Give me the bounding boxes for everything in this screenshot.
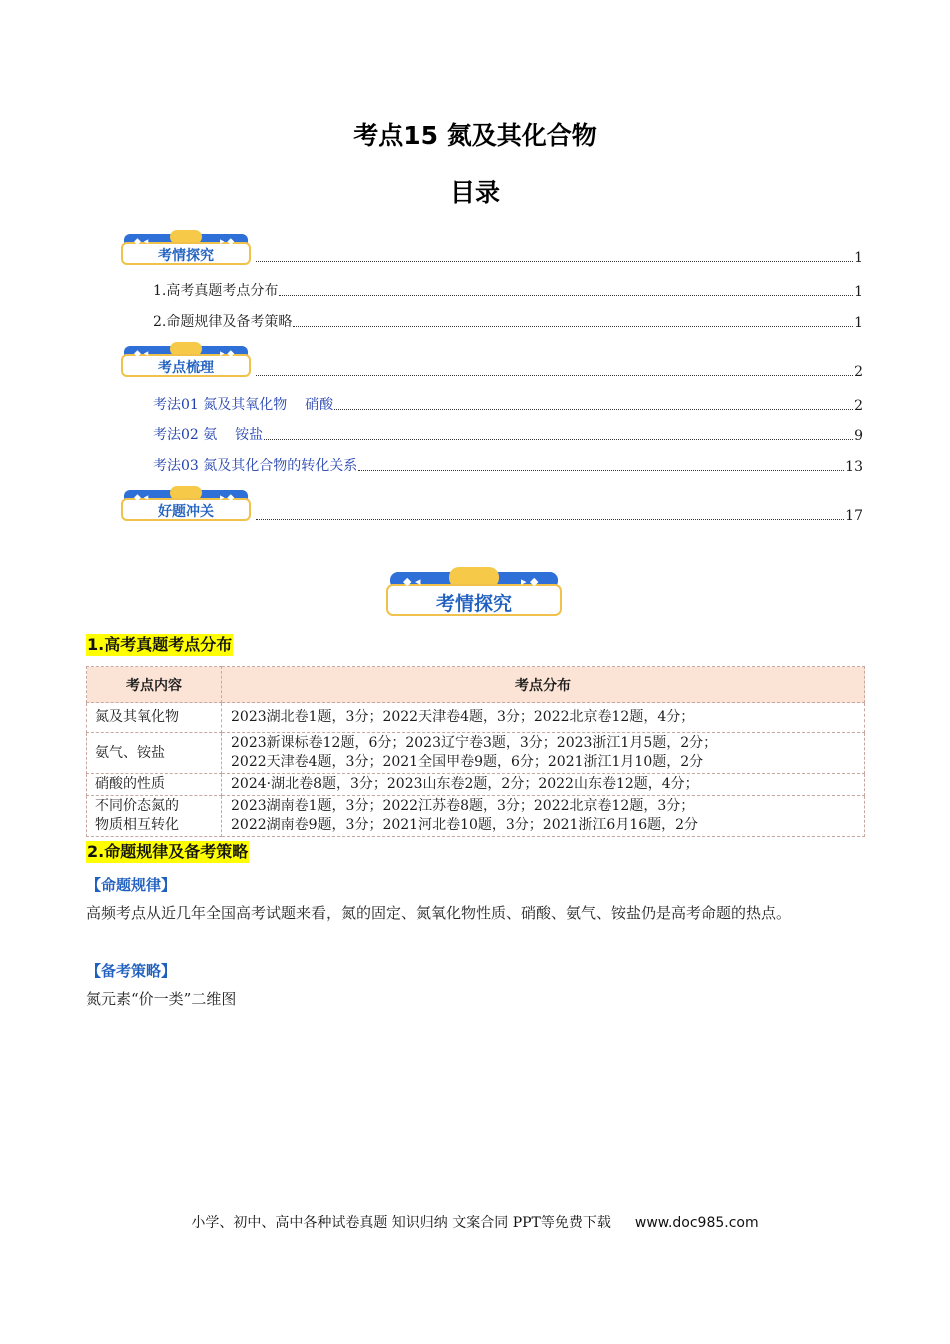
svg-text:◆ ◂: ◆ ◂ — [134, 493, 149, 503]
table-row — [87, 796, 865, 837]
table-header: 考点分布 — [222, 667, 865, 703]
table-row — [87, 703, 865, 733]
rule-paragraph: 高频考点从近几年全国高考试题来看，氮的固定、氮氧化物性质、硝酸、氨气、铵盐仍是高考命题的热点。 — [86, 904, 792, 922]
distribution-cell: 2023湖北卷1题，3分；2022天津卷4题，3分；2022北京卷12题，4分； — [222, 703, 865, 733]
badge-haoti — [120, 486, 252, 522]
strategy-heading: 【备考策略】 — [86, 962, 177, 980]
table-header: 考点内容 — [87, 667, 222, 703]
badge-label: 考情探究 — [158, 248, 214, 264]
table-row — [87, 774, 865, 796]
section-badge-kaoqing — [385, 567, 563, 617]
badge-label: 考情探究 — [435, 593, 512, 615]
topic-cell: 不同价态氮的 物质相互转化 — [87, 796, 222, 837]
toc-entry[interactable] — [255, 250, 863, 266]
badge-label: 好题冲关 — [158, 504, 214, 520]
toc-entry-text: 考法02 氨 铵盐 — [153, 427, 264, 443]
distribution-cell: 2023湖南卷1题，3分；2022江苏卷8题，3分；2022北京卷12题，3分； 2022湖南卷9题，3分；2021河北卷10题，3分；2021浙江6月16题，2分 — [222, 796, 865, 837]
topic-cell: 氨气、铵盐 — [87, 733, 222, 774]
table-row — [87, 733, 865, 774]
distribution-cell: 2024·湖北卷8题，3分；2023山东卷2题，2分；2022山东卷12题，4分； — [222, 774, 865, 796]
page-footer — [0, 1212, 950, 1232]
toc-page-number: 1 — [854, 250, 863, 266]
badge-label: 考点梳理 — [158, 360, 214, 376]
svg-text:▸ ◆: ▸ ◆ — [220, 493, 235, 503]
toc-heading: 目录 — [449, 178, 500, 207]
toc-entry-text: 2.命题规律及备考策略 — [153, 314, 293, 330]
toc-entry-text: 考法03 氮及其化合物的转化关系 — [153, 458, 358, 474]
svg-text:◆ ◂: ◆ ◂ — [403, 575, 421, 588]
footer-link[interactable]: www.doc985.com — [634, 1215, 759, 1231]
badge-kaodian — [120, 342, 252, 378]
toc-entry[interactable] — [153, 424, 863, 444]
toc-page-number: 13 — [845, 459, 863, 475]
svg-text:▸ ◆: ▸ ◆ — [220, 237, 235, 247]
toc-page-number: 1 — [854, 284, 863, 300]
svg-text:▸ ◆: ▸ ◆ — [220, 349, 235, 359]
exam-distribution-table — [86, 666, 865, 837]
footer-text: 小学、初中、高中各种试卷真题 知识归纳 文案合同 PPT等免费下载 — [191, 1215, 611, 1231]
toc-entry[interactable] — [255, 364, 863, 380]
page-title: 考点15 氮及其化合物 — [353, 121, 597, 150]
topic-cell: 氮及其氧化物 — [87, 703, 222, 733]
svg-text:◆ ◂: ◆ ◂ — [134, 237, 149, 247]
toc-entry[interactable] — [255, 508, 863, 524]
toc-page-number: 2 — [854, 364, 863, 380]
rule-heading: 【命题规律】 — [86, 876, 177, 894]
section-heading: 1.高考真题考点分布 — [87, 635, 233, 654]
toc-page-number: 2 — [854, 398, 863, 414]
toc-page-number: 9 — [854, 428, 863, 444]
toc-entry[interactable] — [153, 280, 863, 300]
toc-page-number: 1 — [854, 315, 863, 331]
strategy-paragraph: 氮元素“价一类”二维图 — [86, 990, 237, 1008]
toc-entry[interactable] — [153, 394, 863, 414]
badge-kaoqing — [120, 230, 252, 266]
svg-text:◆ ◂: ◆ ◂ — [134, 349, 149, 359]
toc-page-number: 17 — [845, 508, 863, 524]
toc-entry[interactable] — [153, 311, 863, 331]
toc-entry-text: 考法01 氮及其氧化物 硝酸 — [153, 397, 334, 413]
svg-text:▸ ◆: ▸ ◆ — [521, 575, 539, 588]
toc-entry[interactable] — [153, 455, 863, 475]
distribution-cell: 2023新课标卷12题，6分；2023辽宁卷3题，3分；2023浙江1月5题，2分； 2022天津卷4题，3分；2021全国甲卷9题，6分；2021浙江1月10题，2分 — [222, 733, 865, 774]
topic-cell: 硝酸的性质 — [87, 774, 222, 796]
section-heading: 2.命题规律及备考策略 — [87, 842, 249, 861]
toc-entry-text: 1.高考真题考点分布 — [153, 283, 279, 299]
